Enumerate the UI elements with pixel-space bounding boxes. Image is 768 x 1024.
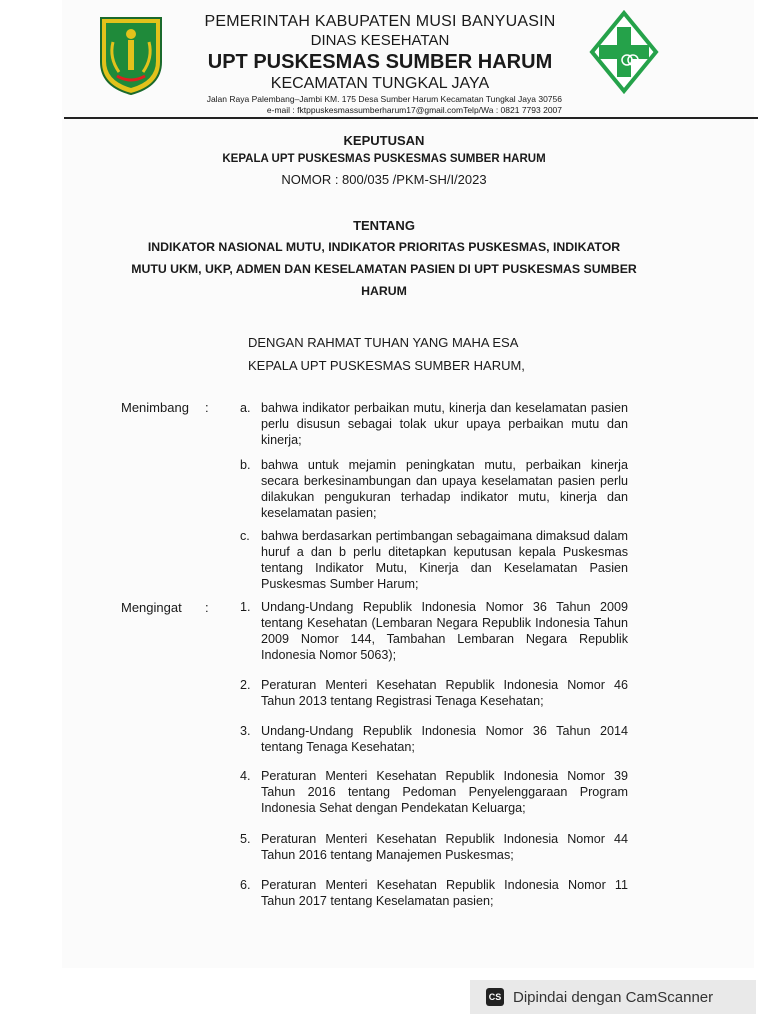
- scanner-watermark: [470, 980, 756, 1014]
- item-text: bahwa untuk mejamin peningkatan mutu, perbaikan kinerja secara berkesinambungan dan upaya keselamatan pasien perlu dilakukan pengukuran terhadap indikator mutu, kinerja dan keselamatan pasien;: [261, 458, 628, 520]
- watermark-text: Dipindai dengan CamScanner: [513, 988, 714, 1006]
- letterhead-address: Jalan Raya Palembang–Jambi KM. 175 Desa Sumber Harum Kecamatan Tungkal Jaya 30756: [206, 94, 562, 104]
- recalling-item: [240, 768, 628, 816]
- recalling-item: [240, 877, 628, 909]
- camscanner-icon: CS: [486, 988, 504, 1006]
- item-marker: 5.: [240, 832, 251, 846]
- item-marker: 6.: [240, 878, 251, 892]
- subject-line-1: INDIKATOR NASIONAL MUTU, INDIKATOR PRIORITAS PUSKESMAS, INDIKATOR: [147, 240, 621, 254]
- recalling-colon: :: [205, 600, 209, 615]
- item-marker: c.: [240, 529, 250, 543]
- item-text: Peraturan Menteri Kesehatan Republik Indonesia Nomor 46 Tahun 2013 tentang Registrasi Tenaga Kesehatan;: [261, 678, 628, 708]
- item-text: Undang-Undang Republik Indonesia Nomor 36 Tahun 2009 tentang Kesehatan (Lembaran Negara Republik Indonesia Tahun 2009 Nomor 144, Tambahan Lembaran Negara Republik Indonesia Nomor 5063);: [261, 600, 628, 662]
- item-text: bahwa berdasarkan pertimbangan sebagaimana dimaksud dalam huruf a dan b perlu ditetapkan keputusan kepala Puskesmas tentang Indikator Mutu, Kinerja dan Keselamatan Pasien Puskesmas Sumber Harum;: [261, 529, 628, 591]
- item-text: Peraturan Menteri Kesehatan Republik Indonesia Nomor 39 Tahun 2016 tentang Pedoman Penyelenggaraan Program Indonesia Sehat dengan Pendekatan Keluarga;: [261, 769, 628, 815]
- considering-colon: :: [205, 400, 209, 415]
- letterhead-agency: DINAS KESEHATAN: [310, 32, 450, 49]
- letterhead-contact: e-mail : fktppuskesmassumberharum17@gmail.comTelp/Wa : 0821 7793 2007: [266, 105, 562, 115]
- considering-item: [240, 400, 628, 448]
- letterhead-district: KECAMATAN TUNGKAL JAYA: [270, 75, 490, 92]
- item-marker: 4.: [240, 769, 251, 783]
- item-marker: 2.: [240, 678, 251, 692]
- decree-issuer: KEPALA UPT PUSKESMAS PUSKESMAS SUMBER HARUM: [222, 153, 546, 165]
- subject-line-2: MUTU UKM, UKP, ADMEN DAN KESELAMATAN PASIEN DI UPT PUSKESMAS SUMBER: [131, 262, 637, 276]
- about-heading: TENTANG: [353, 218, 415, 233]
- letterhead-institution: UPT PUSKESMAS SUMBER HARUM: [207, 51, 553, 73]
- recalling-item: [240, 723, 628, 755]
- item-marker: b.: [240, 458, 251, 472]
- puskesmas-cross-logo: [589, 10, 659, 94]
- recalling-item: [240, 831, 628, 863]
- letterhead-government: PEMERINTAH KABUPATEN MUSI BANYUASIN: [204, 13, 556, 30]
- considering-label: Menimbang: [121, 400, 189, 415]
- item-text: Undang-Undang Republik Indonesia Nomor 36 Tahun 2014 tentang Tenaga Kesehatan;: [261, 724, 628, 754]
- recalling-label: Mengingat: [121, 600, 182, 615]
- recalling-item: [240, 677, 628, 709]
- decree-title: KEPUTUSAN: [343, 133, 425, 148]
- letterhead: [180, 12, 580, 116]
- considering-item: [240, 528, 628, 592]
- divine-grace-line: DENGAN RAHMAT TUHAN YANG MAHA ESA: [248, 335, 519, 350]
- considering-item: [240, 457, 628, 521]
- regency-emblem-logo: [97, 12, 165, 96]
- decree-number: NOMOR : 800/035 /PKM-SH/I/2023: [281, 172, 487, 187]
- item-marker: 1.: [240, 600, 251, 614]
- item-text: bahwa indikator perbaikan mutu, kinerja dan keselamatan pasien perlu disusun sebagai tolak ukur upaya perbaikan mutu dan kinerja;: [261, 401, 628, 447]
- item-text: Peraturan Menteri Kesehatan Republik Indonesia Nomor 44 Tahun 2016 tentang Manajemen Puskesmas;: [261, 832, 628, 862]
- item-marker: a.: [240, 401, 251, 415]
- letterhead-divider: [64, 117, 758, 119]
- issuer-line: KEPALA UPT PUSKESMAS SUMBER HARUM,: [248, 358, 525, 373]
- recalling-item: [240, 599, 628, 663]
- item-text: Peraturan Menteri Kesehatan Republik Indonesia Nomor 11 Tahun 2017 tentang Keselamatan pasien;: [261, 878, 628, 908]
- subject-line-3: HARUM: [361, 284, 407, 298]
- item-marker: 3.: [240, 724, 251, 738]
